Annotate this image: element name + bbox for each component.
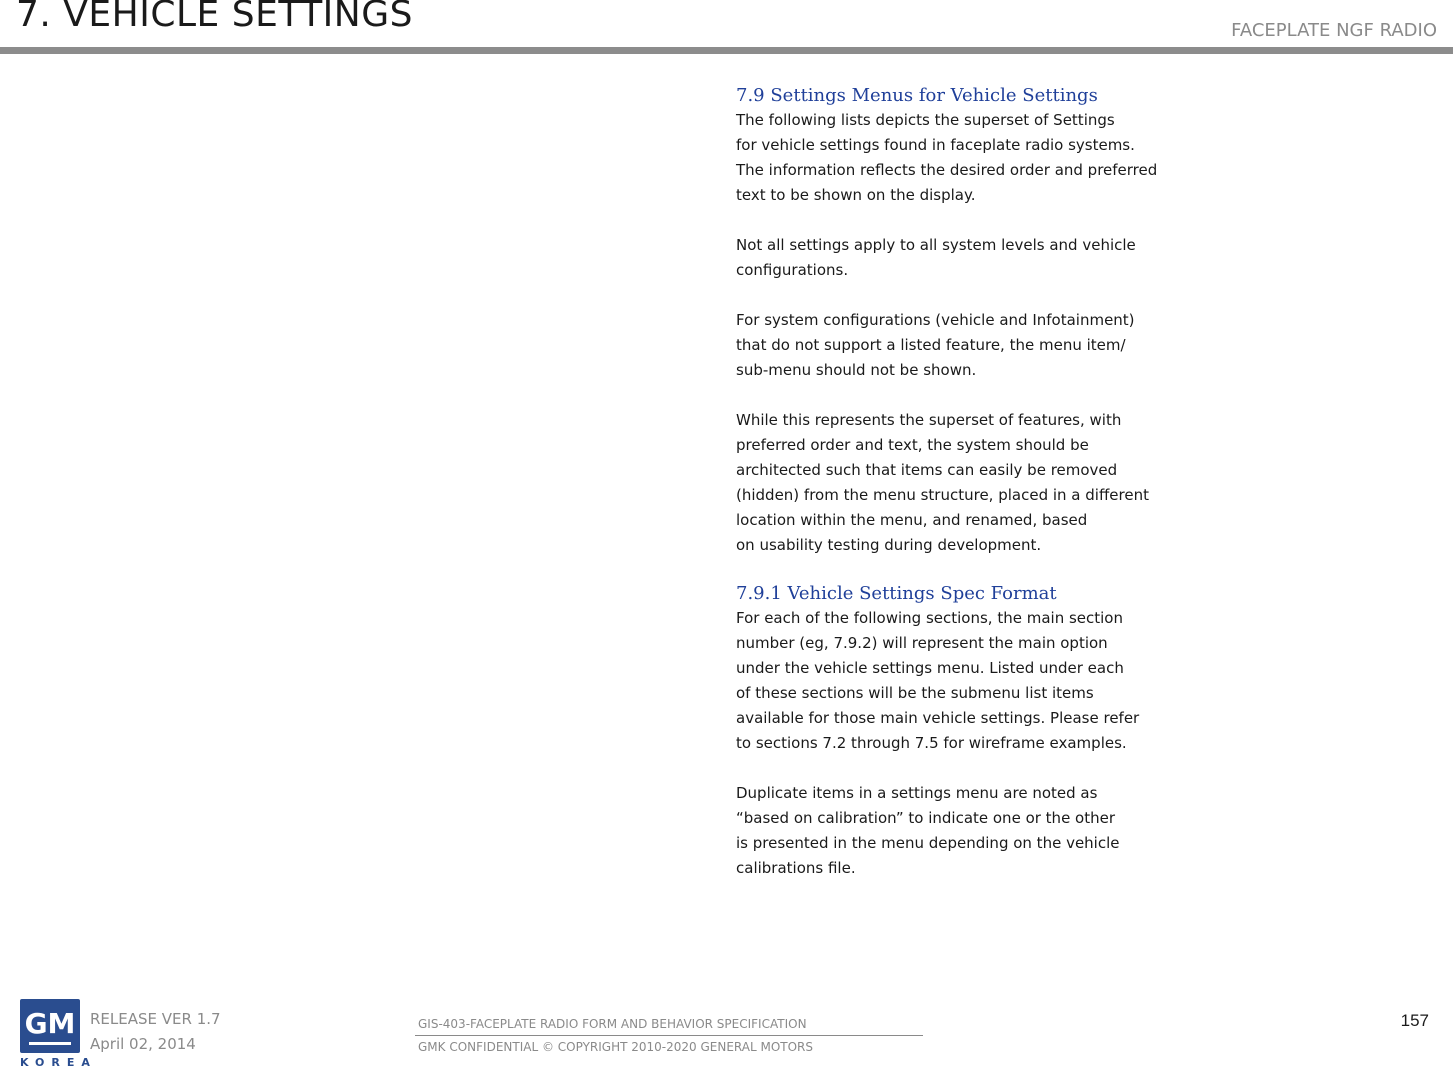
gm-korea-logo <box>20 999 97 1073</box>
text-line: on usability testing during development. <box>736 536 1042 554</box>
spacer <box>736 558 1236 582</box>
text-line: for vehicle settings found in faceplate radio systems. <box>736 136 1135 154</box>
release-date: April 02, 2014 <box>90 1035 196 1053</box>
logo-text: GM <box>24 1007 76 1040</box>
text-line: that do not support a listed feature, the menu item/ <box>736 336 1126 354</box>
text-line: sub-menu should not be shown. <box>736 361 977 379</box>
text-line: number (eg, 7.9.2) will represent the main option <box>736 634 1108 652</box>
section-paragraph-3 <box>736 308 1236 383</box>
text-line: While this represents the superset of features, with <box>736 411 1122 429</box>
text-line: calibrations file. <box>736 859 856 877</box>
text-line: location within the menu, and renamed, based <box>736 511 1088 529</box>
page-title: 7. VEHICLE SETTINGS <box>16 0 413 35</box>
text-line: under the vehicle settings menu. Listed under each <box>736 659 1124 677</box>
text-line: For each of the following sections, the main section <box>736 609 1123 627</box>
spec-info <box>415 1013 923 1058</box>
text-line: The following lists depicts the superset of Settings <box>736 111 1115 129</box>
text-line: architected such that items can easily be removed <box>736 461 1118 479</box>
text-line: (hidden) from the menu structure, placed in a different <box>736 486 1149 504</box>
release-version: RELEASE VER 1.7 <box>90 1010 221 1028</box>
subsection-paragraph-2 <box>736 781 1236 881</box>
header-divider <box>0 47 1453 54</box>
section-paragraph-1 <box>736 108 1236 208</box>
text-line: Duplicate items in a settings menu are noted as <box>736 784 1098 802</box>
document-tag: FACEPLATE NGF RADIO <box>1231 20 1437 41</box>
section-paragraph-2 <box>736 233 1236 283</box>
confidential-notice: GMK CONFIDENTIAL © COPYRIGHT 2010-2020 GENERAL MOTORS <box>418 1040 813 1054</box>
logo-badge <box>20 999 80 1053</box>
text-line: configurations. <box>736 261 849 279</box>
spec-title: GIS-403-FACEPLATE RADIO FORM AND BEHAVIOR SPECIFICATION <box>415 1013 923 1036</box>
spacer <box>736 283 1236 308</box>
page-number: 157 <box>1400 1011 1429 1030</box>
subsection-paragraph-1 <box>736 606 1236 756</box>
logo-subtext: KOREA <box>20 1056 97 1069</box>
section-heading: 7.9 Settings Menus for Vehicle Settings <box>736 85 1098 106</box>
text-line: The information reflects the desired order and preferred <box>736 161 1158 179</box>
text-line: preferred order and text, the system should be <box>736 436 1089 454</box>
text-line: available for those main vehicle settings. Please refer <box>736 709 1140 727</box>
text-line: Not all settings apply to all system levels and vehicle <box>736 236 1136 254</box>
logo-underline <box>29 1042 71 1045</box>
text-line: to sections 7.2 through 7.5 for wireframe examples. <box>736 734 1127 752</box>
text-line: text to be shown on the display. <box>736 186 976 204</box>
text-line: “based on calibration” to indicate one or the other <box>736 809 1116 827</box>
page-footer <box>0 995 1453 1073</box>
text-line: For system configurations (vehicle and Infotainment) <box>736 311 1135 329</box>
text-line: of these sections will be the submenu list items <box>736 684 1094 702</box>
content-column <box>736 84 1236 881</box>
spacer <box>736 383 1236 408</box>
spacer <box>736 208 1236 233</box>
subsection-heading: 7.9.1 Vehicle Settings Spec Format <box>736 583 1057 604</box>
release-info <box>90 1007 221 1057</box>
spacer <box>736 756 1236 781</box>
text-line: is presented in the menu depending on the vehicle <box>736 834 1120 852</box>
section-paragraph-4 <box>736 408 1236 558</box>
